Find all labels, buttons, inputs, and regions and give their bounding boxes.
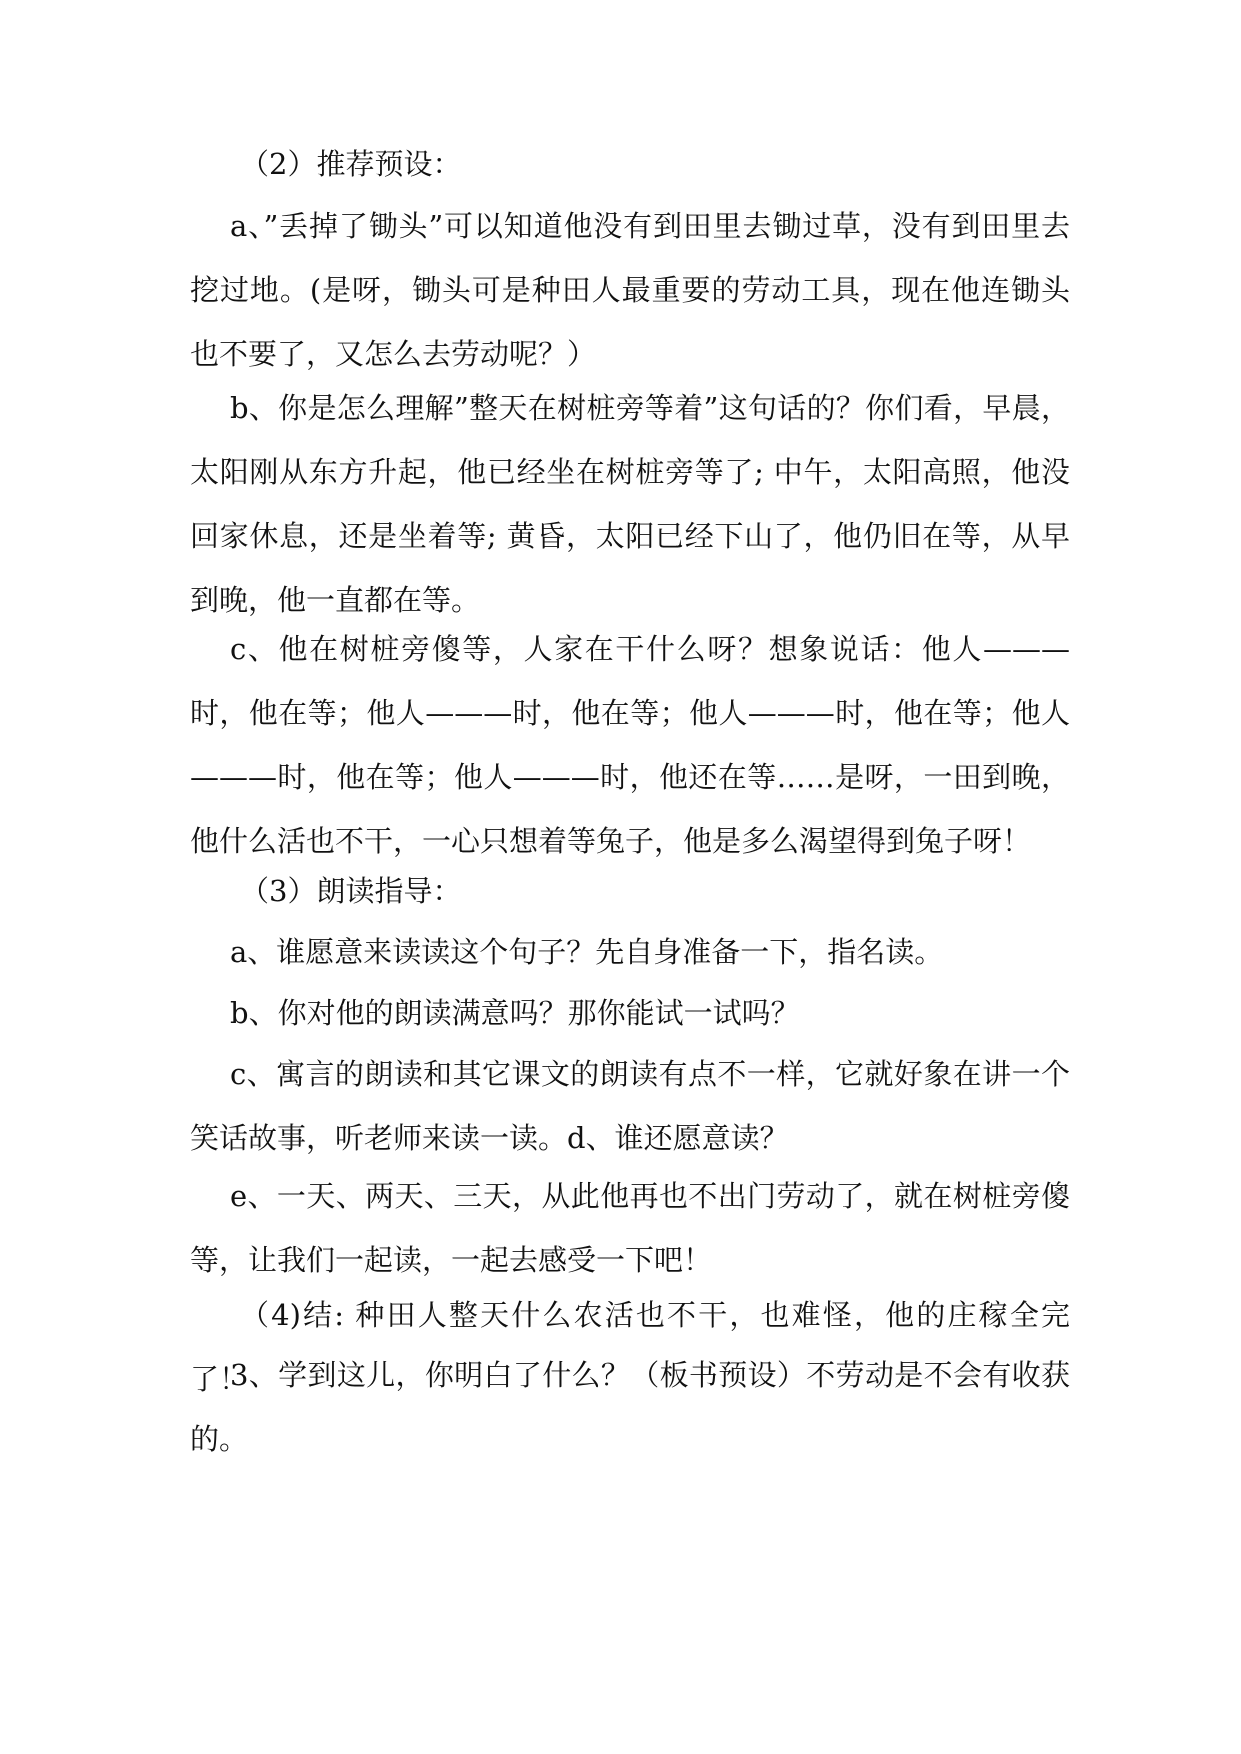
paragraph-c-fable-reading: c、寓言的朗读和其它课文的朗读有点不一样，它就好象在讲一个笑话故事，听老师来读一读。d、谁还愿意读？: [190, 1057, 1070, 1155]
paragraph-e-read-together: e、一天、两天、三天，从此他再也不出门劳动了，就在树桩旁傻等，让我们一起读，一起去感受一下吧！: [190, 1179, 1070, 1277]
paragraph-a-hoe: a、”丢掉了锄头”可以知道他没有到田里去锄过草，没有到田里去挖过地。(是呀，锄头可是种田人最重要的劳动工具，现在他连锄头也不要了，又怎么去劳动呢？）: [190, 209, 1070, 371]
paragraph-a-volunteer: a、谁愿意来读读这个句子？先自身准备一下，指名读。: [230, 935, 944, 969]
paragraph-c-imagine: c、他在树桩旁傻等，人家在干什么呀？想象说话：他人———时，他在等；他人———时，他在等；他人———时，他在等；他人———时，他在等；他人———时，他还在等……是呀，一田到晚，他什么活也不干，一心只想着等兔子，他是多么渴望得到兔子呀！: [190, 632, 1070, 858]
paragraph-conclusion: （4)结: 种田人整天什么农活也不干，也难怪，他的庄稼全完了！: [190, 1298, 1070, 1396]
paragraph-reading-guide-heading: （3）朗读指导：: [240, 874, 462, 908]
paragraph-recommend-heading: （2）推荐预设：: [240, 147, 462, 181]
paragraph-b-waiting: b、你是怎么理解”整天在树桩旁等着”这句话的？你们看，早晨，太阳刚从东方升起，他已经坐在树桩旁等了; 中午，太阳高照，他没回家休息，还是坐着等; 黄昏，太阳已经下山了，他仍旧在等，从早到晚，他一直都在等。: [190, 391, 1070, 617]
paragraph-3-summary: 3、学到这儿，你明白了什么？（板书预设）不劳动是不会有收获的。: [190, 1358, 1070, 1456]
paragraph-b-satisfied: b、你对他的朗读满意吗？那你能试一试吗？: [230, 996, 800, 1030]
